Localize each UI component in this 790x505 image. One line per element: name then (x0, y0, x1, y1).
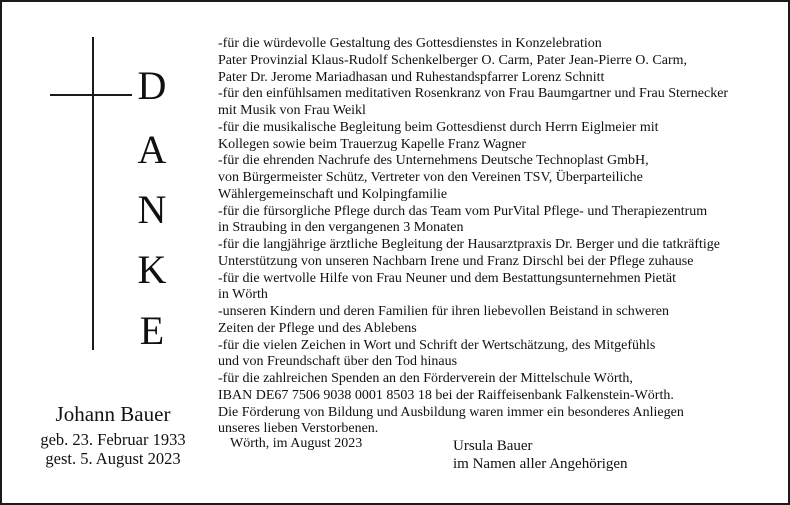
text-line: -für die musikalische Begleitung beim Gottesdienst durch Herrn Eiglmeier mit (218, 119, 659, 135)
text-line: -für die fürsorgliche Pflege durch das Team vom PurVital Pflege- und Therapiezentrum (218, 203, 708, 219)
place-and-date: Wörth, im August 2023 (230, 436, 363, 451)
cross-icon-vertical (92, 37, 94, 350)
cross-icon-horizontal (50, 94, 132, 96)
text-line: IBAN DE67 7506 9038 0001 8503 18 bei der Raiffeisenbank Falkenstein-Wörth. (218, 387, 674, 403)
danke-letter-d: D (137, 63, 167, 108)
text-line: Kollegen sowie beim Trauerzug Kapelle Franz Wagner (218, 136, 527, 152)
text-line: -für die langjährige ärztliche Begleitung der Hausarztpraxis Dr. Berger und die tatkräftige (218, 237, 720, 252)
text-line: -für die wertvolle Hilfe von Frau Neuner und dem Bestattungsunternehmen Pietät (218, 270, 676, 286)
signature-name: Ursula Bauer (453, 438, 533, 454)
thank-you-text (218, 36, 778, 438)
text-line: -unseren Kindern und deren Familien für ihren liebevollen Beistand in schweren (218, 304, 669, 319)
danke-letter-e: E (139, 308, 165, 353)
death-date: gest. 5. August 2023 (45, 449, 181, 468)
text-line: mit Musik von Frau Weikl (218, 103, 366, 118)
text-line: Wählergemeinschaft und Kolpingfamilie (218, 186, 448, 202)
text-line: Pater Dr. Jerome Mariadhasan und Ruhestandspfarrer Lorenz Schnitt (218, 69, 605, 85)
danke-letter-a: A (137, 127, 167, 172)
text-line: -für die würdevolle Gestaltung des Gottesdienstes in Konzelebration (218, 36, 602, 51)
text-line: -für die vielen Zeichen in Wort und Schrift der Wertschätzung, des Mitgefühls (218, 337, 656, 353)
danke-letter-n: N (137, 187, 167, 232)
text-line: von Bürgermeister Schütz, Vertreter von den Vereinen TSV, Überparteiliche (218, 170, 643, 185)
danke-letter-k: K (137, 247, 167, 292)
signature-on-behalf: im Namen aller Angehörigen (453, 456, 628, 472)
text-line: -für die zahlreichen Spenden an den Förderverein der Mittelschule Wörth, (218, 371, 633, 386)
text-line: in Wörth (218, 287, 268, 303)
text-line: und von Freundschaft über den Tod hinaus (218, 354, 458, 370)
deceased-name: Johann Bauer (55, 402, 171, 426)
text-line: Pater Provinzial Klaus-Rudolf Schenkelberger O. Carm, Pater Jean-Pierre O. Carm, (218, 52, 687, 68)
text-line: -für die ehrenden Nachrufe des Unternehmens Deutsche Technoplast GmbH, (218, 153, 649, 169)
text-line: Die Förderung von Bildung und Ausbildung waren immer ein besonderes Anliegen (218, 404, 684, 420)
birth-date: geb. 23. Februar 1933 (40, 430, 186, 449)
text-line: unseres lieben Verstorbenen. (218, 421, 379, 437)
text-line: Zeiten der Pflege und des Ablebens (218, 320, 417, 336)
text-line: -für den einfühlsamen meditativen Rosenkranz von Frau Baumgartner und Frau Sternecker (218, 86, 729, 102)
text-line: in Straubing in den vergangenen 3 Monaten (218, 220, 464, 236)
text-line: Unterstützung von unseren Nachbarn Irene und Franz Dirschl bei der Pflege zuhause (218, 253, 694, 269)
